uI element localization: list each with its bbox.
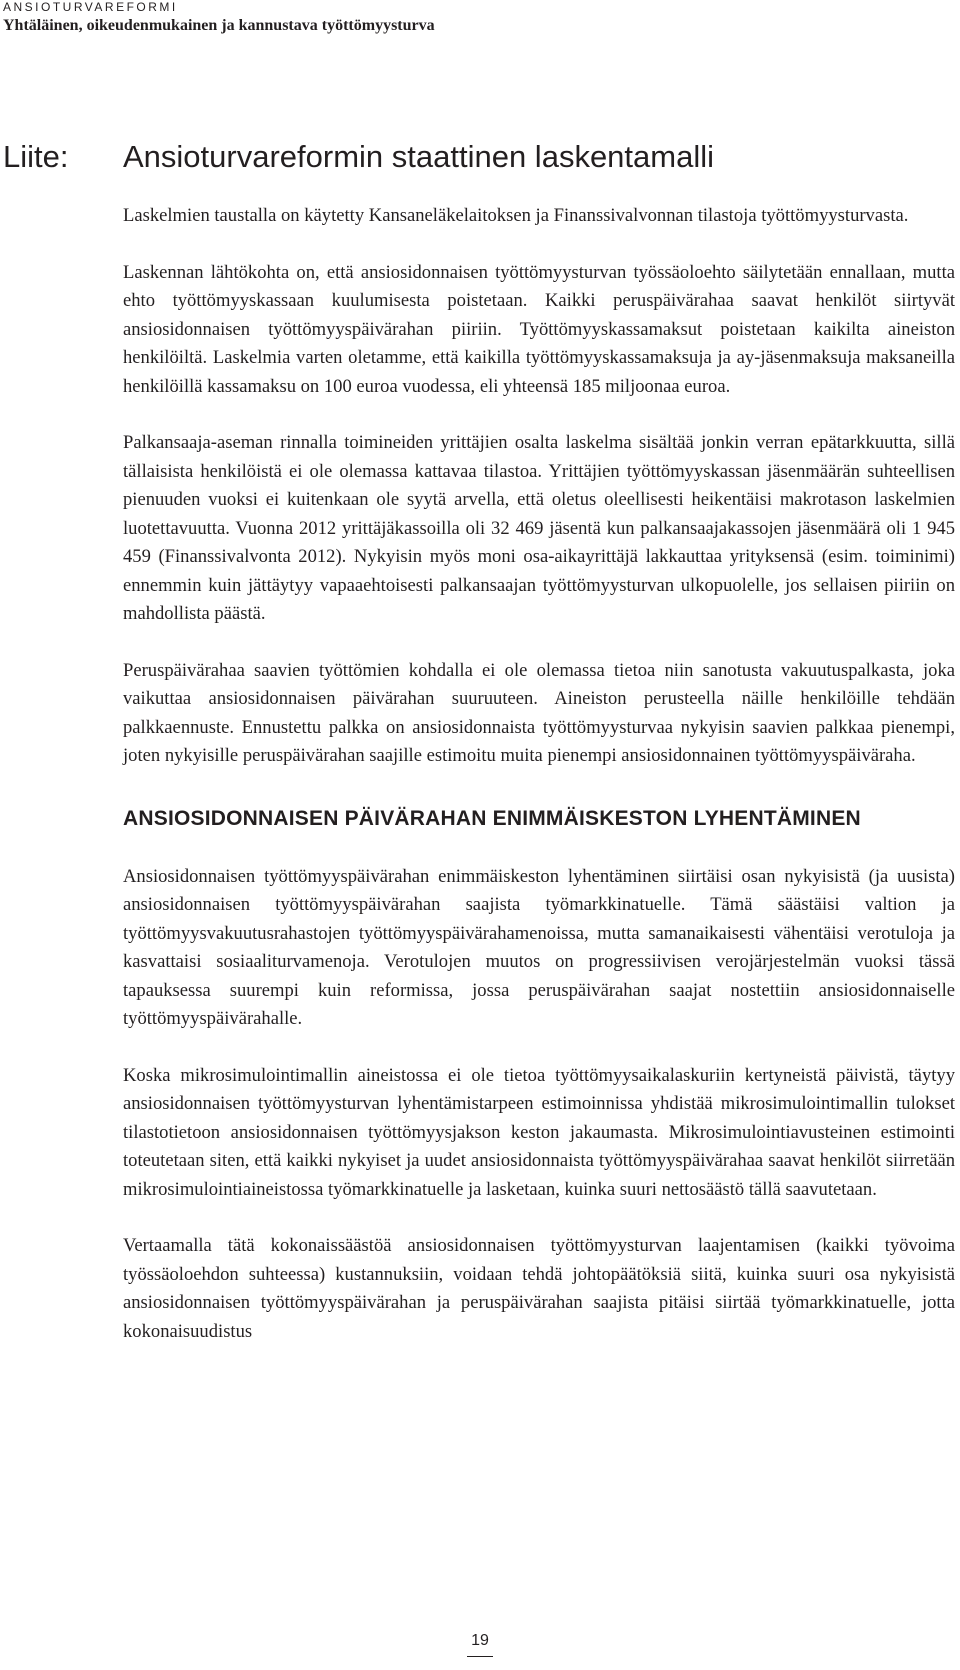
page-title: Ansioturvareformin staattinen laskentamalli <box>123 139 714 174</box>
page-number: 19 <box>471 1632 489 1649</box>
paragraph-shortening-effects: Ansiosidonnaisen työttömyyspäivärahan enimmäiskeston lyhentäminen siirtäisi osan nykyisistä (ja uusista) ansiosidonnaisen työttömyyspäivärahan saajista työmarkkinatuelle. Tämä säästäisi valtion ja työttömyysvakuutusrahastojen työttömyyspäivärahamenoissa, mutta samanaikaisesti vähentäisi verotuloja ja kasvattaisi sosiaaliturvamenoja. Verotulojen muutos on progressiivisen verojärjestelmän vuoksi tässä tapauksessa suurempi kuin reformissa, jossa peruspäivärahan saajat nostettiin ansiosidonnaiselle työttömyyspäivärahalle. <box>123 865 955 1029</box>
running-header <box>3 0 903 36</box>
running-title: ANSIOTURVAREFORMI <box>3 0 178 14</box>
paragraph-entrepreneurs: Palkansaaja-aseman rinnalla toimineiden yrittäjien osalta laskelma sisältää jonkin verran epätarkkuutta, sillä tällaisista henkilöistä ei ole olemassa kattavaa tilastoa. Yrittäjien työttömyyskassan jäsenmäärän suhteellisen pienuuden vuoksi ei kuitenkaan ole syytä arvella, että oletus oleellisesti heikentäisi makrotason laskelmien luotettavuutta. Vuonna 2012 yrittäjäkassoilla oli 32 469 jäsentä kun palkansaajakassojen jäsenmäärä oli 1 945 459 (Finanssivalvonta 2012). Nykyisin myös moni osa-aikayrittäjä lakkauttaa yrityksensä (esim. toiminimi) ennemmin kuin jättäytyy vapaaehtoisesti palkansaajan työttömyysturvan ulkopuolelle, jos sellaisen piiriin on mahdollista päästä. <box>123 432 955 624</box>
paragraph-sources: Laskelmien taustalla on käytetty Kansaneläkelaitoksen ja Finanssivalvonnan tilastoja työttömyysturvasta. <box>123 205 909 226</box>
paragraph-basic-allowance: Peruspäivärahaa saavien työttömien kohdalla ei ole olemassa tietoa niin sanotusta vakuutuspalkasta, joka vaikuttaa ansiosidonnaisen päivärahan suuruuteen. Aineiston perusteella näille henkilöille tehdään palkkaennuste. Ennustettu palkka on ansiosidonnaista työttömyysturvaa nykyisin saavien palkkaa pienempi, joten nykyisille peruspäivärahan saajille estimoitu muita pienempi ansiosidonnainen työttömyyspäiväraha. <box>123 659 955 766</box>
paragraph-estimation-method: Koska mikrosimulointimallin aineistossa ei ole tietoa työttömyysaikalaskuriin kertyneistä päivistä, täytyy ansiosidonnaisen työttömyysturvan lyhentämistarpeen estimoinnissa yhdistää mikrosimulointimallin tulokset tilastotietoon ansiosidonnaisen työttömyysjakson keston jakaumasta. Mikrosimulointiavusteinen estimointi toteutetaan siten, että kaikki nykyiset ja uudet ansiosidonnaista työttömyyspäivärahaa saavat henkilöt siirretään mikrosimulointiaineistossa työmarkkinatuelle ja lasketaan, kuinka suuri nettosäästö tällä saavutetaan. <box>123 1064 955 1200</box>
page-footer <box>0 1632 960 1657</box>
appendix-label: Liite: <box>3 139 69 174</box>
section-heading: ANSIOSIDONNAISEN PÄIVÄRAHAN ENIMMÄISKESTON LYHENTÄMINEN <box>123 806 861 830</box>
paragraph-calculation-basis: Laskennan lähtökohta on, että ansiosidonnaisen työttömyysturvan työssäoloehto säilytetään ennallaan, mutta ehto työttömyyskassaan kuulumisesta poistetaan. Kaikki peruspäivärahaa saavat henkilöt siirtyvät ansiosidonnaisen työttömyyspäivärahan piiriin. Työttömyyskassamaksut poistetaan kaikilta aineiston henkilöiltä. Laskelmia varten oletamme, että kaikilla työttömyyskassamaksuja ja ay-jäsenmaksuja maksaneilla henkilöillä kassamaksu on 100 euroa vuodessa, eli yhteensä 185 miljoonaa euroa. <box>123 261 955 397</box>
main-content <box>123 137 955 1374</box>
running-subtitle: Yhtäläinen, oikeudenmukainen ja kannustava työttömyysturva <box>3 17 435 34</box>
paragraph-comparison: Vertaamalla tätä kokonaissäästöä ansiosidonnaisen työttömyysturvan laajentamisen (kaikki työvoima työssäoloehdon suhteessa) kustannuksiin, voidaan tehdä johtopäätöksiä siitä, kuinka suuri osa nykyisistä ansiosidonnaisen työttömyyspäivärahan ja peruspäivärahan saajista pitäisi siirtää työmarkkinatuelle, jotta kokonaisuudistus <box>123 1235 955 1342</box>
page-number-rule <box>467 1656 493 1657</box>
